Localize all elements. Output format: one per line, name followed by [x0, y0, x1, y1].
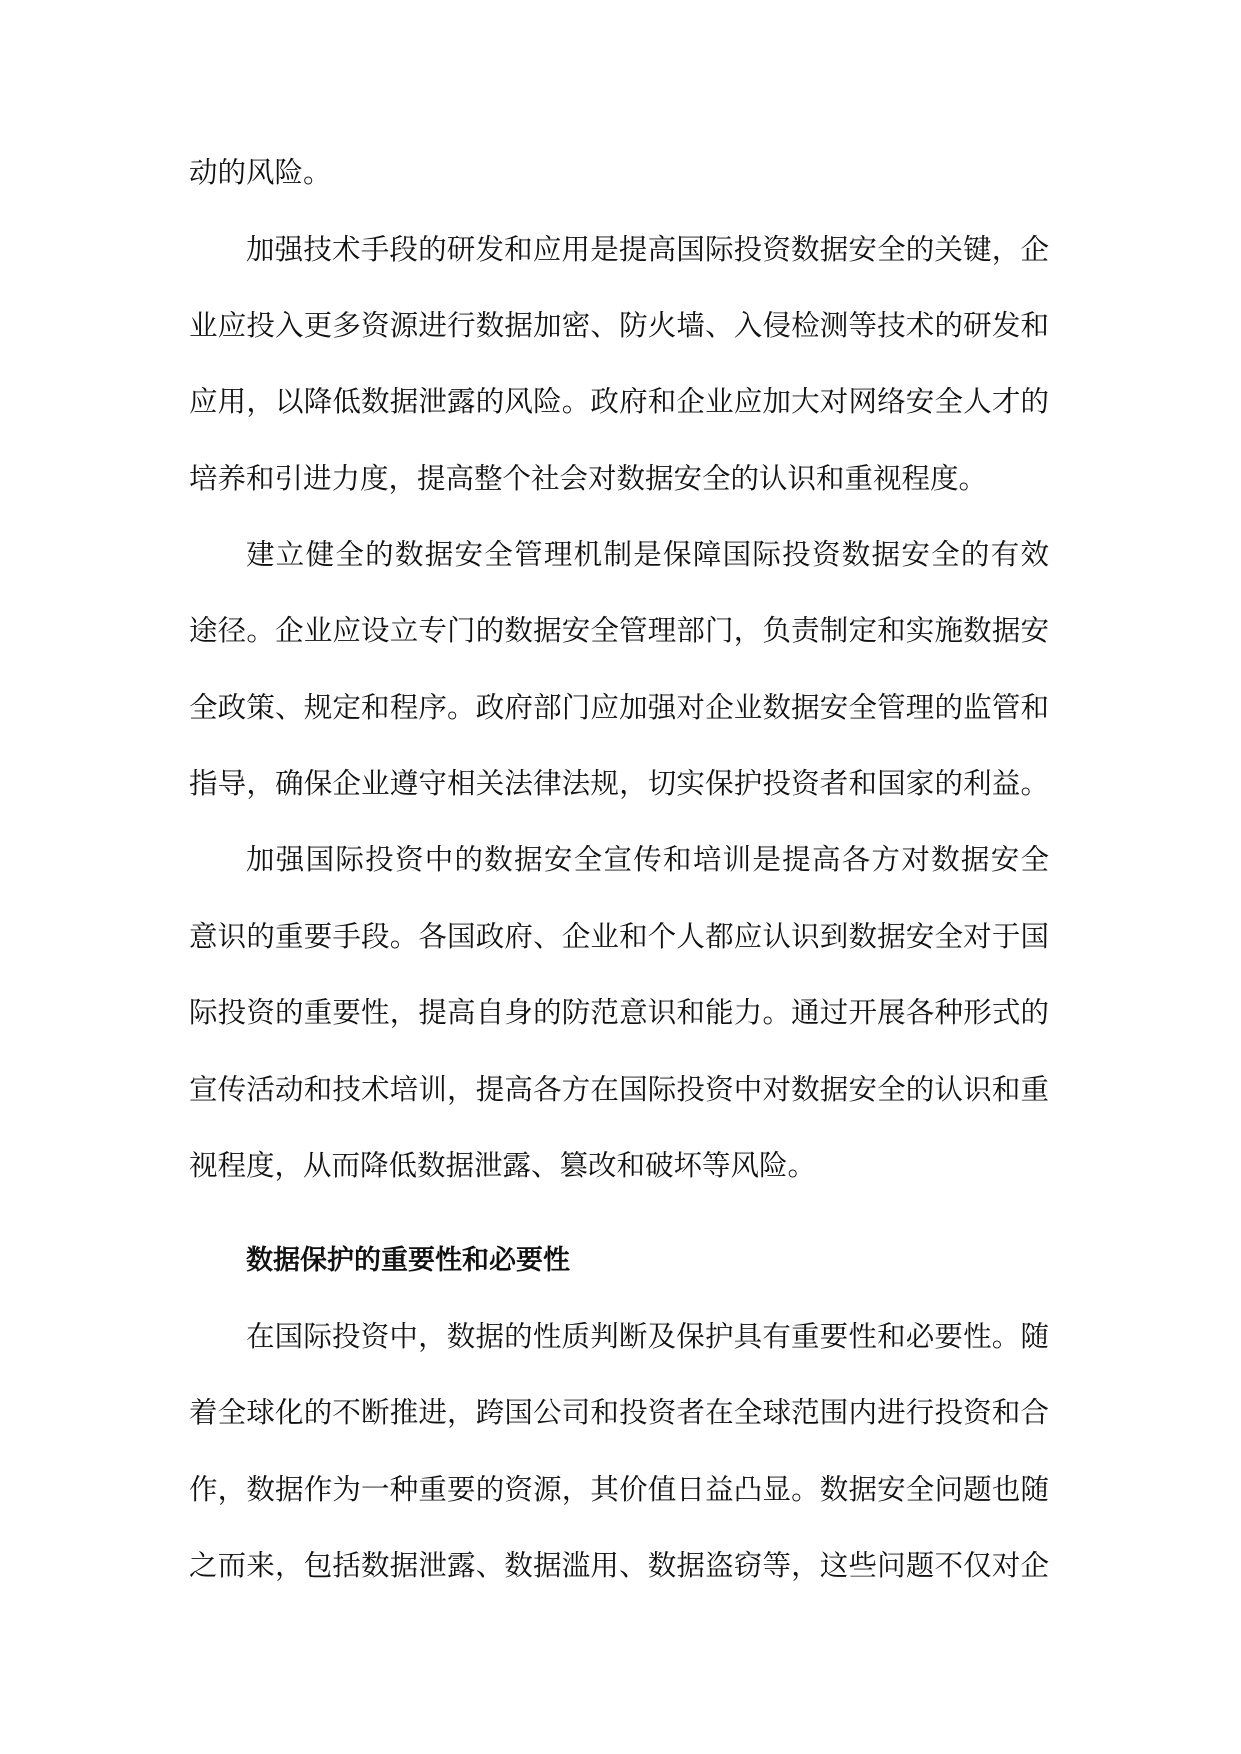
paragraph-3-line-4: 视程度，从而降低数据泄露、篡改和破坏等风险。: [189, 1149, 817, 1182]
paragraph-2-line-3: 指导，确保企业遵守相关法律法规，切实保护投资者和国家的利益。: [189, 767, 1049, 800]
paragraph-3-line-1: 意识的重要手段。各国政府、企业和个人都应认识到数据安全对于国: [189, 920, 1049, 953]
paragraph-2-line-0: 建立健全的数据安全管理机制是保障国际投资数据安全的有效: [246, 538, 1049, 571]
paragraph-3-line-2: 际投资的重要性，提高自身的防范意识和能力。通过开展各种形式的: [189, 996, 1049, 1029]
paragraph-3-line-0: 加强国际投资中的数据安全宣传和培训是提高各方对数据安全: [246, 843, 1049, 876]
paragraph-1-line-3: 培养和引进力度，提高整个社会对数据安全的认识和重视程度。: [189, 462, 988, 495]
paragraph-0-line-0: 动的风险。: [189, 156, 332, 189]
section-paragraph-line-2: 作，数据作为一种重要的资源，其价值日益凸显。数据安全问题也随: [189, 1473, 1049, 1506]
section-paragraph-line-1: 着全球化的不断推进，跨国公司和投资者在全球范围内进行投资和合: [189, 1396, 1049, 1429]
section-heading: 数据保护的重要性和必要性: [246, 1245, 570, 1276]
section-paragraph-line-0: 在国际投资中，数据的性质判断及保护具有重要性和必要性。随: [246, 1320, 1049, 1353]
paragraph-1-line-1: 业应投入更多资源进行数据加密、防火墙、入侵检测等技术的研发和: [189, 309, 1049, 342]
section-paragraph-line-3: 之而来，包括数据泄露、数据滥用、数据盗窃等，这些问题不仅对企: [189, 1549, 1049, 1582]
paragraph-3-line-3: 宣传活动和技术培训，提高各方在国际投资中对数据安全的认识和重: [189, 1073, 1049, 1106]
paragraph-1-line-0: 加强技术手段的研发和应用是提高国际投资数据安全的关键，企: [246, 233, 1049, 266]
paragraph-1-line-2: 应用，以降低数据泄露的风险。政府和企业应加大对网络安全人才的: [189, 385, 1049, 418]
paragraph-2-line-1: 途径。企业应设立专门的数据安全管理部门，负责制定和实施数据安: [189, 614, 1049, 647]
paragraph-2-line-2: 全政策、规定和程序。政府部门应加强对企业数据安全管理的监管和: [189, 691, 1049, 724]
